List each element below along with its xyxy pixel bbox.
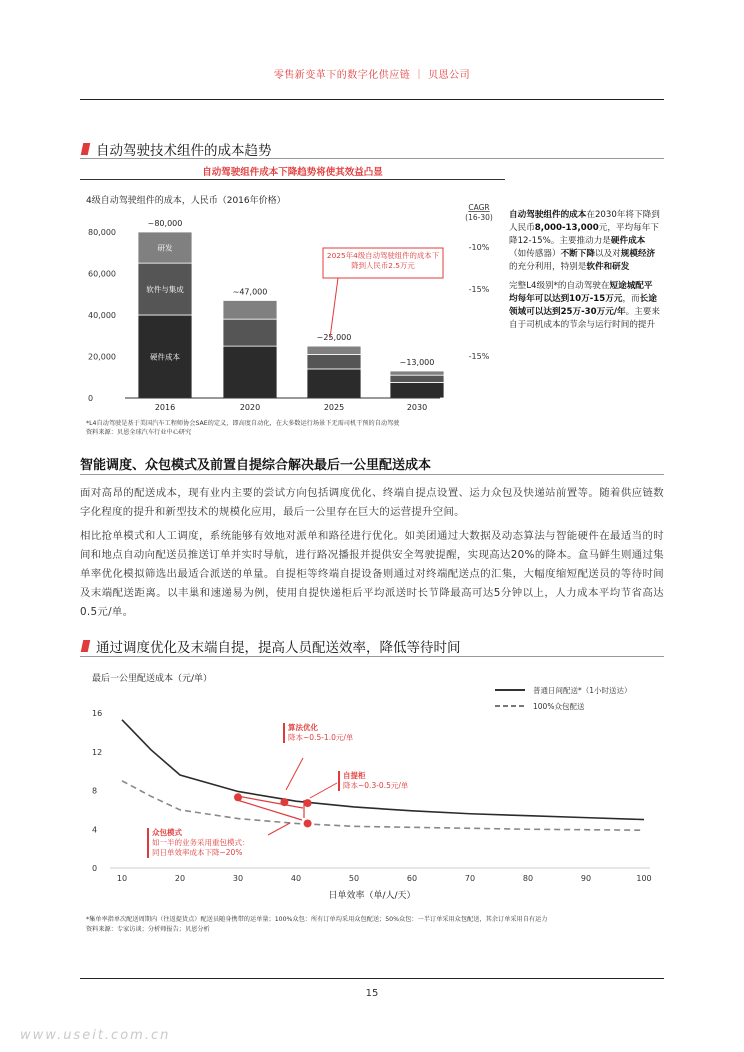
highlight-point (304, 799, 312, 807)
header-rule (80, 99, 664, 100)
segment-label: 软件与集成 (146, 285, 184, 295)
arrow-line (237, 800, 302, 820)
x-tick-label: 2020 (239, 403, 261, 412)
annotation-text: 同日单效率成本下降~20% (152, 848, 243, 857)
side-text: ，而 (622, 294, 640, 304)
x-tick-label: 80 (522, 874, 534, 883)
side-text: 以及对 (594, 249, 621, 259)
y-tick-label: 20,000 (88, 352, 116, 362)
y-tick-label: 12 (92, 747, 103, 757)
chart1-footnote: *L4自动驾驶是基于美国汽车工程师协会SAE的定义，即高度自动化，在大多数运行场景下无需司机干预的自动驾驶 (86, 420, 400, 427)
leader-line (286, 758, 303, 790)
segment-label: 硬件成本 (150, 352, 180, 362)
annotation-title: 自提柜 (343, 771, 366, 780)
bar-segment (390, 382, 444, 398)
x-tick-label: 90 (580, 874, 592, 883)
total-label: ~47,000 (232, 287, 268, 297)
side-text: （如传感器） (509, 249, 561, 259)
annotation-text: 降本~0.3-0.5元/单 (343, 781, 409, 790)
legend-solid-label: 普通日间配送*（1小时送达） (533, 686, 632, 695)
x-tick-label: 40 (290, 874, 302, 883)
page-number: 15 (365, 988, 379, 999)
y-tick-label: 0 (88, 394, 94, 403)
annotation-text: 降本~0.5-1.0元/单 (288, 733, 354, 742)
bar-segment (223, 319, 277, 346)
side-text: 的充分利用，特别是 (509, 262, 587, 272)
chart2-x-label: 日单效率（单/人/天） (328, 891, 416, 901)
section3-rule (80, 656, 664, 657)
side-bold: 规模经济 (620, 249, 656, 259)
y-tick-label: 80,000 (88, 228, 116, 237)
y-axis-ticks (88, 228, 116, 403)
callout-text: 2025年4级自动驾驶组件的成本下降到人民币2.5万元 (326, 251, 440, 270)
data-points (234, 793, 312, 827)
x-tick-label: 10 (116, 874, 128, 883)
side-bold: 软件和研发 (586, 262, 630, 272)
annotation-text: 如一半的业务采用重包模式： (152, 838, 250, 847)
highlight-point (280, 798, 288, 806)
cagr-value: -15% (468, 352, 490, 361)
watermark: www.useit.com.cn (20, 1028, 171, 1043)
side-text: 。主要来自于司机成本的节余与运行时间的提升 (509, 307, 660, 330)
total-label: ~25,000 (316, 333, 352, 343)
side-text: 元，平均每年下降12-15%。主要推动力是 (509, 223, 659, 246)
section1-rule (80, 158, 664, 159)
series-line-standard (122, 720, 644, 820)
side-text: 完整L4级别*的自动驾驶在 (509, 281, 610, 291)
x-tick-label: 2030 (406, 403, 428, 412)
highlight-point (234, 793, 242, 801)
side-text: 在2030年将下降到人民币 (509, 210, 660, 233)
arrow-line (237, 796, 303, 808)
annotation-crowdsource (147, 828, 250, 858)
bar-segment (390, 375, 444, 382)
annotation-title: 算法优化 (288, 723, 318, 732)
annotation-title: 众包模式 (152, 828, 182, 837)
total-label: ~13,000 (399, 358, 435, 368)
y-tick-label: 8 (92, 786, 98, 796)
x-tick-label: 50 (348, 874, 360, 883)
bar-segment (307, 369, 361, 398)
chart2-source: 资料来源：专家访谈；分析师报告；贝恩分析 (86, 926, 210, 933)
chart1-source: 资料来源：贝恩全球汽车行业中心研究 (86, 429, 192, 436)
side-bold: 8,000-13,000 (534, 223, 599, 233)
section1-title: 自动驾驶技术组件的成本趋势 (96, 143, 272, 159)
bar-segment (223, 346, 277, 398)
section-marker (81, 640, 91, 652)
leader-line (268, 823, 290, 835)
y-tick-label: 4 (92, 825, 98, 835)
bar-segment (223, 300, 277, 319)
x-axis-labels (155, 403, 427, 412)
x-axis-ticks (117, 874, 652, 883)
side-bold: 长途领域可以达到25万-30万元/年 (509, 294, 657, 317)
chart1-subtitle: 自动驾驶组件成本下降趋势将使其效益凸显 (202, 167, 383, 178)
x-tick-label: 100 (636, 874, 652, 883)
chart1-subrule (80, 179, 505, 180)
chart2-y-label: 最后一公里配送成本（元/单） (92, 674, 213, 684)
side-commentary (509, 209, 661, 338)
section3-title: 通过调度优化及末端自提，提高人员配送效率，降低等待时间 (96, 640, 461, 656)
y-tick-label: 60,000 (88, 269, 116, 279)
section2-paragraph-1: 面对高昂的配送成本，现有业内主要的尝试方向包括调度优化、终端自提点设置、运力众包及快递站前置等。随着供应链数字化程度的提升和新型技术的规模化应用，最后一公里存在巨大的运营提升空间。 (80, 487, 664, 518)
section2-heading: 智能调度、众包模式及前置自提综合解决最后一公里配送成本 (80, 458, 432, 473)
section2-rule (80, 474, 664, 475)
chart1-label: 4级自动驾驶组件的成本，人民币（2016年价格） (86, 196, 286, 206)
x-tick-label: 20 (174, 874, 186, 883)
bar-segment (307, 354, 361, 369)
callout-leader (330, 278, 338, 338)
cagr-value: -10% (468, 243, 490, 252)
x-tick-label: 2016 (154, 403, 176, 412)
cagr-title: CAGR (468, 203, 490, 212)
cagr-period: (16-30) (465, 213, 493, 222)
side-bold: 自动驾驶组件的成本 (509, 210, 587, 220)
footer-rule (80, 978, 664, 979)
chart2-footnote: *集单率指单次配送周期内（往返提货点）配送员随身携带的运单量；100%众包：所有订单均采用众包配送；50%众包：一半订单采用众包配送，其余订单采用自有运力 (86, 916, 548, 923)
highlight-point (304, 819, 312, 827)
annotation-algorithm (283, 723, 353, 743)
bar-segment (307, 346, 361, 354)
cagr-value: -15% (468, 285, 490, 294)
side-bold: 硬件成本 (610, 236, 646, 246)
legend-dashed-label: 100%众包配送 (533, 702, 585, 711)
total-label: ~80,000 (147, 219, 183, 228)
x-tick-label: 30 (232, 874, 244, 883)
y-tick-label: 0 (92, 864, 98, 873)
side-bold: 不断下降 (560, 249, 595, 259)
delivery-cost-line-chart (80, 680, 664, 910)
x-tick-label: 70 (464, 874, 476, 883)
side-paragraph-2 (509, 280, 661, 332)
segment-label: 研发 (157, 243, 173, 253)
x-tick-label: 2025 (323, 403, 345, 412)
bar-segment (390, 371, 444, 375)
side-bold: 短途城配平均每年可以达到10万-15万元 (509, 281, 653, 304)
side-paragraph-1 (509, 209, 661, 274)
section-marker (81, 143, 91, 155)
cost-bar-chart (80, 200, 505, 418)
running-header: 零售新变革下的数字化供应链 ｜ 贝恩公司 (273, 70, 471, 81)
section2-paragraph-2: 相比抢单模式和人工调度，系统能够有效地对派单和路径进行优化。如美团通过大数据及动态算法与智能硬件在最适当的时间和地点自动向配送员推送订单并实时导航，进行路况播报并提供安全驾驶提醒，实现高达20%的降本。盒马鲜生则通过集单率优化模拟筛选出最适合派送的单量。自提柜等终端自提设备则通过对终端配送点的汇集，大幅度缩短配送员的等待时间及末端配送距离。以丰巢和速递易为例，使用自提快递柜后平均派送时长节降最高可达5分钟以上，人力成本平均节省高达0.5元/单。 (80, 530, 664, 618)
x-tick-label: 60 (406, 874, 418, 883)
annotation-locker (338, 771, 408, 791)
y-tick-label: 40,000 (88, 311, 116, 320)
leader-line (310, 783, 337, 798)
y-tick-label: 16 (92, 709, 103, 718)
